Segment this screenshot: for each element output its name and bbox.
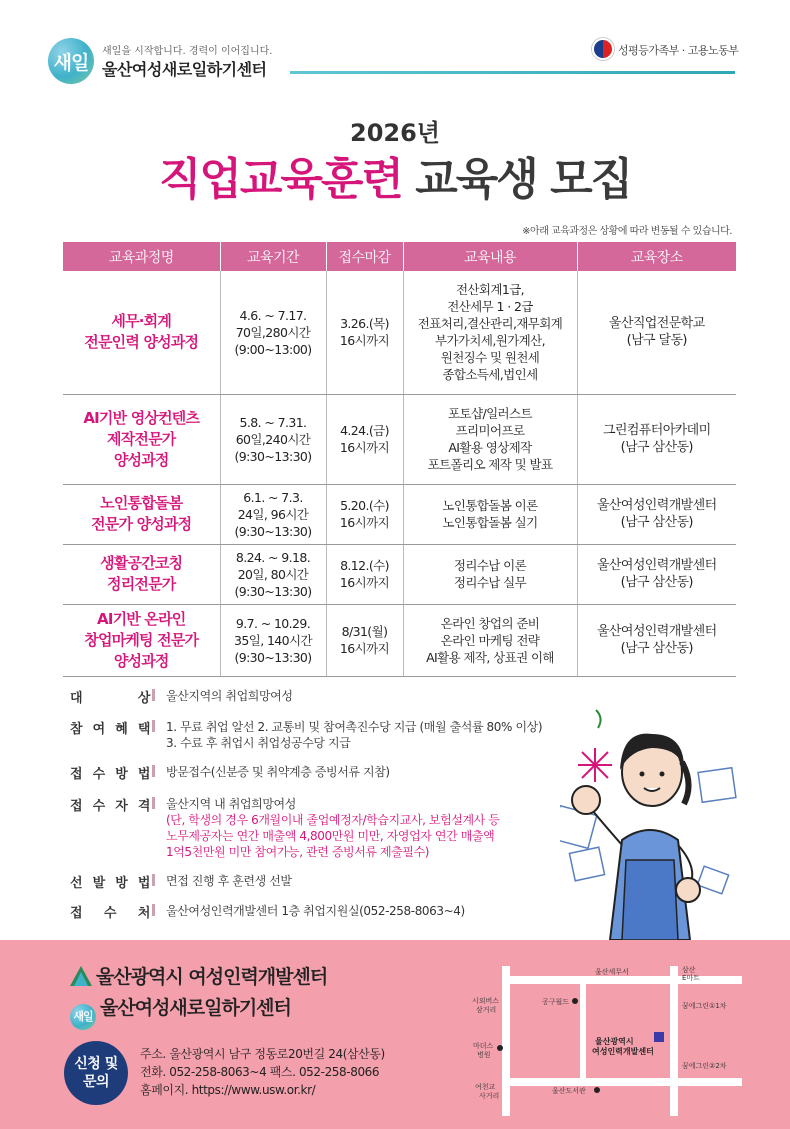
table-row <box>63 604 736 676</box>
content-cell: 포토샵/일러스트 프리미어프로 AI활용 영상제작 포트폴리오 제작 및 발표 <box>403 394 577 484</box>
saeil-logo-icon: 새일 <box>70 1004 96 1030</box>
svg-text:E마트: E마트 <box>682 974 700 982</box>
apply-inquiry-badge: 신청 및 문의 <box>64 1041 128 1105</box>
place-cell: 울산직업전문학교 (남구 달동) <box>577 271 736 394</box>
org-women-center: 울산광역시 여성인력개발센터 <box>70 962 327 989</box>
map-label-tax-office: 울산세무서 <box>595 968 629 976</box>
svg-text:여성인력개발센터: 여성인력개발센터 <box>592 1047 654 1056</box>
course-name-cell: 노인통합돌봄 전문가 양성과정 <box>63 484 220 544</box>
table-header-row <box>63 242 736 271</box>
content-cell: 노인통합돌봄 이론 노인통합돌봄 실기 <box>403 484 577 544</box>
woman-illustration-icon <box>560 700 780 940</box>
deadline-cell: 8/31(월) 16시까지 <box>326 604 403 676</box>
map-label-mart: 삼산 <box>682 966 696 974</box>
place-cell: 그린컴퓨터아카데미 (남구 삼산동) <box>577 394 736 484</box>
header-content: 교육내용 <box>403 242 577 271</box>
course-name-cell: AI기반 영상컨텐츠 제작전문가 양성과정 <box>63 394 220 484</box>
period-cell: 4.6. ~ 7.17. 70일,280시간 (9:00~13:00) <box>220 271 326 394</box>
label-bar <box>152 720 155 732</box>
place-cell: 울산여성인력개발센터 (남구 삼산동) <box>577 544 736 604</box>
period-cell: 9.7. ~ 10.29. 35일, 140시간 (9:30~13:30) <box>220 604 326 676</box>
course-name-cell: 세무·회계 전문인력 양성과정 <box>63 271 220 394</box>
deadline-cell: 5.20.(수) 16시까지 <box>326 484 403 544</box>
svg-text:삼거리: 삼거리 <box>476 1006 497 1014</box>
map-label-apt1: 꿈에그린①1차 <box>682 1002 727 1010</box>
benefit-value: 1. 무료 취업 알선 2. 교통비 및 참여촉진수당 지급 (매월 출석률 80% 이상) 3. 수료 후 취업시 취업성공수당 지급 <box>166 720 543 750</box>
label-bar <box>152 765 155 777</box>
contact-info <box>140 1045 385 1099</box>
place-value: 울산여성인력개발센터 1층 취업지원실(052-258-8063~4) <box>166 904 465 918</box>
label-target: 대 상 <box>70 691 150 706</box>
map-label-intercity: 시외버스 <box>472 997 500 1005</box>
map-label-madeus: 마더스 <box>473 1042 494 1050</box>
table-row <box>63 484 736 544</box>
year-title: 2026년 <box>350 119 440 147</box>
table-row <box>63 271 736 394</box>
qualification-value: 울산지역 내 취업희망여성 (단, 학생의 경우 6개월이내 졸업예정자/학습지교사, 보험설계사 등 노무제공자는 연간 매출액 4,800만원 미만, 자영업자 연간 매출액 1억5천만원 미만 참여가능, 관련 증빙서류 제출필수) <box>166 797 500 859</box>
label-bar <box>152 797 155 809</box>
place-cell: 울산여성인력개발센터 (남구 삼산동) <box>577 604 736 676</box>
page-title <box>0 143 790 207</box>
method-value: 방문접수(신분증 및 취약계층 증빙서류 지참) <box>166 765 390 779</box>
phone-text: 전화. 052-258-8063~4 팩스. 052-258-8066 <box>140 1065 380 1079</box>
target-value: 울산지역의 취업희망여성 <box>166 689 293 703</box>
title-dark: 교육생 모집 <box>415 154 632 205</box>
period-cell: 5.8. ~ 7.31. 60일,240시간 (9:30~13:30) <box>220 394 326 484</box>
header-course-name: 교육과정명 <box>63 242 220 271</box>
deadline-cell: 3.26.(목) 16시까지 <box>326 271 403 394</box>
deadline-cell: 4.24.(금) 16시까지 <box>326 394 403 484</box>
period-cell: 6.1. ~ 7.3. 24일, 96시간 (9:30~13:30) <box>220 484 326 544</box>
map-label-apt2: 꿈에그린②2차 <box>682 1062 727 1070</box>
table-row <box>63 394 736 484</box>
map-label-yeocheon: 여천교 <box>475 1083 496 1091</box>
notice-text: ※아래 교육과정은 상황에 따라 변동될 수 있습니다. <box>522 226 732 237</box>
label-benefit: 참 여 혜 택 <box>70 722 150 737</box>
header-place: 교육장소 <box>577 242 736 271</box>
center-marker-icon <box>654 1032 664 1042</box>
ministries-text: 성평등가족부 · 고용노동부 <box>618 44 739 57</box>
org-saeil-center: 새일 울산여성새로일하기센터 <box>70 993 291 1030</box>
header <box>0 0 790 90</box>
location-map <box>470 956 755 1121</box>
title-pink: 직업교육훈련 <box>158 154 402 205</box>
label-selection: 선 발 방 법 <box>70 876 150 891</box>
course-name-cell: AI기반 온라인 창업마케팅 전문가 양성과정 <box>63 604 220 676</box>
saeil-logo-icon: 새일 <box>48 38 94 84</box>
center-name: 울산여성새로일하기센터 <box>102 60 267 79</box>
header-period: 교육기간 <box>220 242 326 271</box>
label-bar <box>152 874 155 886</box>
label-place: 접 수 처 <box>70 906 150 921</box>
table-row <box>63 544 736 604</box>
slogan: 새일을 시작합니다. 경력이 이어집니다. <box>102 46 273 57</box>
place-cell: 울산여성인력개발센터 (남구 삼산동) <box>577 484 736 544</box>
government-emblem-icon <box>592 38 614 60</box>
content-cell: 정리수납 이론 정리수납 실무 <box>403 544 577 604</box>
period-cell: 8.24. ~ 9.18. 20일, 80시간 (9:30~13:30) <box>220 544 326 604</box>
course-table <box>63 242 736 677</box>
address-text: 주소. 울산광역시 남구 정동로20번길 24(삼산동) <box>140 1047 385 1061</box>
map-label-gonggu: 공구월드 <box>542 998 570 1006</box>
women-center-logo-icon <box>70 966 92 986</box>
deadline-cell: 8.12.(수) 16시까지 <box>326 544 403 604</box>
content-cell: 전산회계1급, 전산세무 1 · 2급 전표처리,결산관리,재무회계 부가가치세,원가계산, 원천징수 및 원천세 종합소득세,법인세 <box>403 271 577 394</box>
svg-text:사거리: 사거리 <box>479 1092 500 1100</box>
homepage-link[interactable]: 홈페이지. https://www.usw.or.kr/ <box>140 1083 316 1097</box>
course-name-cell: 생활공간코칭 정리전문가 <box>63 544 220 604</box>
map-label-library: 울산도서관 <box>552 1087 586 1095</box>
content-cell: 온라인 창업의 준비 온라인 마케팅 전략 AI활용 제작, 상표권 이해 <box>403 604 577 676</box>
header-divider <box>290 71 735 74</box>
label-bar <box>152 689 155 701</box>
label-qualification: 접 수 자 격 <box>70 799 150 814</box>
svg-text:병원: 병원 <box>477 1051 491 1059</box>
header-deadline: 접수마감 <box>326 242 403 271</box>
selection-value: 면접 진행 후 훈련생 선발 <box>166 874 292 888</box>
label-bar <box>152 904 155 916</box>
label-method: 접 수 방 법 <box>70 767 150 782</box>
map-label-center: 울산광역시 <box>595 1037 634 1046</box>
